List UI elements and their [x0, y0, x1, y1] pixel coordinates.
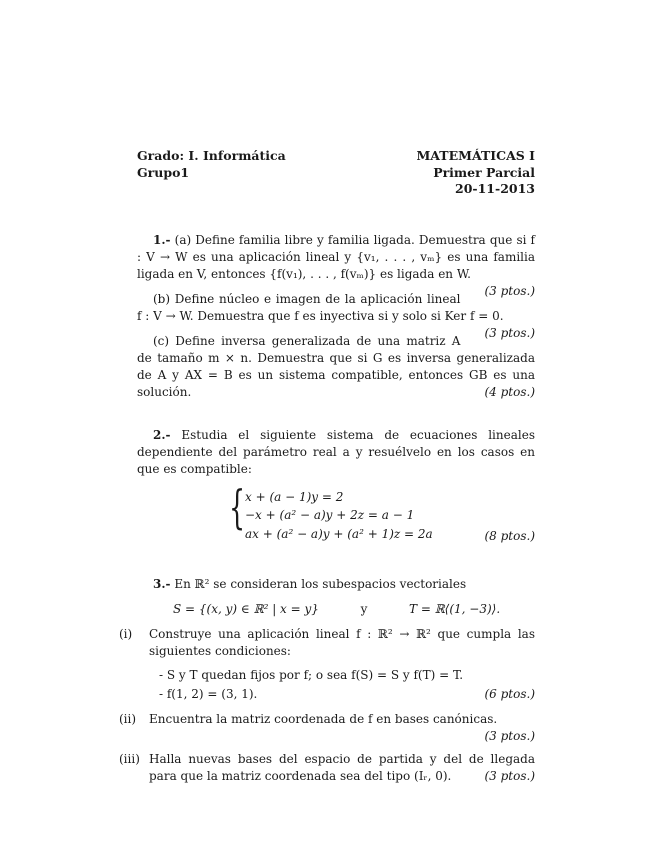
condition-2 — [159, 685, 535, 704]
set-t: T = ℝ⟨(1, −3)⟩. — [409, 601, 501, 616]
item-ii-points: (3 ptos.) — [484, 729, 535, 744]
problem-3 — [119, 576, 535, 785]
conditions-list — [159, 666, 535, 703]
left-brace: { — [229, 479, 246, 534]
set-s: S = {(x, y) ∈ ℝ² | x = y} — [173, 601, 319, 616]
problem-3-item-iii — [119, 751, 535, 785]
equation-list — [245, 488, 433, 544]
problem-1-b-points: (3 ptos.) — [484, 325, 535, 340]
equation-system — [229, 479, 535, 550]
problem-3-intro — [137, 576, 535, 593]
problem-1-c — [137, 333, 535, 401]
problem-2-text: Estudia el siguiente sistema de ecuaciones lineales dependiente del parámetro real a y resuélvelo en los casos en que es compatible: — [137, 427, 535, 476]
item-label: (i) — [119, 626, 133, 641]
exam-header — [137, 148, 535, 198]
exam-name: Primer Parcial — [433, 164, 535, 180]
condition-1: - S y T quedan fijos por f; o sea f(S) = S y f(T) = T. — [159, 668, 464, 682]
item-label: (ii) — [119, 712, 137, 727]
item-text: Construye una aplicación lineal f : ℝ² → ℝ² que cumpla las siguientes condiciones: — [149, 626, 535, 658]
problem-1-b-text: (b) Define núcleo e imagen de la aplicación lineal f : V → W. Demuestra que f es inyectiva si y solo si Ker f = 0. — [137, 291, 504, 323]
equation-3: ax + (a² − a)y + (a² + 1)z = 2a — [245, 527, 433, 542]
item-text: Halla nuevas bases del espacio de partida y del de llegada para que la matriz coordenada sea del tipo (Iᵣ, 0). — [149, 752, 535, 784]
problem-1-a-text: (a) Define familia libre y familia ligada. Demuestra que si f : V → W es una aplicación lineal y {v₁, . . . , vₘ} es una familia ligada en V, entonces {f(v₁), . . . , f(vₘ)} es ligada en W. — [137, 232, 535, 281]
problem-3-number: 3.- — [153, 576, 171, 591]
exam-date: 20-11-2013 — [455, 181, 535, 196]
problem-3-items — [119, 626, 535, 785]
problem-1-c-points: (4 ptos.) — [484, 384, 535, 399]
header-right — [416, 148, 535, 198]
subspace-definitions — [173, 601, 535, 618]
problem-1-c-text: (c) Define inversa generalizada de una matriz A de tamaño m × n. Demuestra que si G es inversa generalizada de A y AX = B es un sistema compatible, entonces GB es una solución. — [137, 333, 535, 399]
problem-3-intro-text: En ℝ² se consideran los subespacios vectoriales — [174, 576, 467, 591]
problem-2 — [137, 427, 535, 550]
equation-2: −x + (a² − a)y + 2z = a − 1 — [245, 508, 415, 523]
item-i-points: (6 ptos.) — [484, 686, 535, 701]
item-iii-points: (3 ptos.) — [484, 769, 535, 784]
problem-2-points: (8 ptos.) — [484, 528, 535, 543]
group-label: Grupo1 — [137, 164, 190, 180]
subject-title: MATEMÁTICAS I — [416, 148, 535, 163]
problem-3-item-i — [119, 626, 535, 705]
item-text: Encuentra la matriz coordenada de f en bases canónicas. — [149, 712, 498, 727]
header-left — [137, 148, 286, 198]
problem-2-statement — [137, 427, 535, 478]
item-label: (iii) — [119, 752, 140, 767]
degree-label: Grado: I. Informática — [137, 148, 286, 163]
problem-3-item-ii — [119, 711, 535, 745]
exam-page — [119, 148, 535, 811]
set-conjunction: y — [360, 601, 368, 616]
problem-1-number: 1.- — [153, 232, 171, 247]
problem-2-number: 2.- — [153, 427, 171, 442]
problem-1-a — [137, 232, 535, 298]
problem-1 — [137, 232, 535, 401]
equation-1: x + (a − 1)y = 2 — [245, 489, 344, 504]
condition-2-text: - f(1, 2) = (3, 1). — [159, 686, 258, 701]
problems — [119, 232, 535, 786]
problem-1-a-points: (3 ptos.) — [484, 283, 535, 298]
